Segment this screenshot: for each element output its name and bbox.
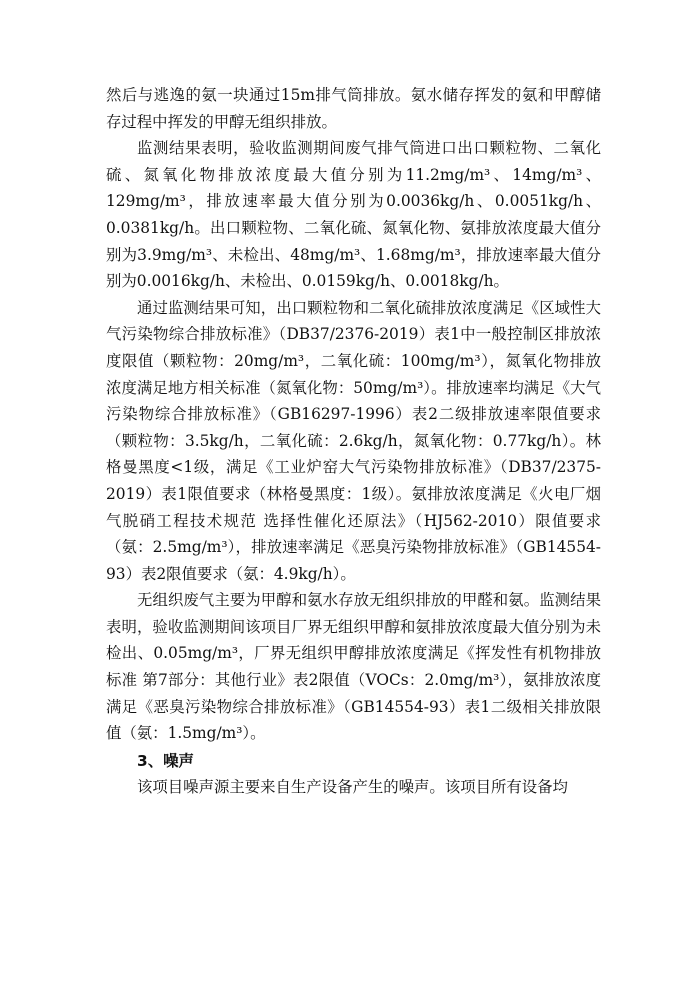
- paragraph-noise: 该项目噪声源主要来自生产设备产生的噪声。该项目所有设备均: [137, 778, 568, 797]
- document-body: [106, 82, 601, 801]
- paragraph-fugitive-emissions: 无组织废气主要为甲醇和氨水存放无组织排放的甲醛和氨。监测结果表明，验收监测期间该项目厂界无组织甲醇和氨排放浓度最大值分别为未检出、0.05mg/m³，厂界无组织甲醇排放浓度满足《挥发性有机物排放标准 第7部分：其他行业》表2限值（VOCs：2.0mg/m³），氨排放浓度满足《恶臭污染物综合排放标准》（GB14554-93）表1二级相关排放限值（氨：1.5mg/m³）。: [106, 591, 601, 743]
- paragraph-continuation: 然后与逃逸的氨一块通过15m排气筒排放。氨水储存挥发的氨和甲醇储存过程中挥发的甲醇无组织排放。: [106, 86, 601, 131]
- paragraph-monitoring-results: 监测结果表明，验收监测期间废气排气筒进口出口颗粒物、二氧化硫、氮氧化物排放浓度最大值分别为11.2mg/m³、14mg/m³、129mg/m³，排放速率最大值分别为0.0036kg/h、0.0051kg/h、0.0381kg/h。出口颗粒物、二氧化硫、氮氧化物、氨排放浓度最大值分别为3.9mg/m³、未检出、48mg/m³、1.68mg/m³，排放速率最大值分别为0.0016kg/h、未检出、0.0159kg/h、0.0018kg/h。: [106, 139, 601, 291]
- section-heading-noise: 3、噪声: [137, 751, 194, 770]
- paragraph-standards-compliance: 通过监测结果可知，出口颗粒物和二氧化硫排放浓度满足《区域性大气污染物综合排放标准》（DB37/2376-2019）表1中一般控制区排放浓度限值（颗粒物：20mg/m³，二氧化硫：100mg/m³），氮氧化物排放浓度满足地方相关标准（氮氧化物：50mg/m³）。排放速率均满足《大气污染物综合排放标准》（GB16297-1996）表2二级排放速率限值要求（颗粒物：3.5kg/h，二氧化硫：2.6kg/h，氮氧化物：0.77kg/h）。林格曼黑度<1级，满足《工业炉窑大气污染物排放标准》（DB37/2375-2019）表1限值要求（林格曼黑度：1级）。氨排放浓度满足《火电厂烟气脱硝工程技术规范 选择性催化还原法》（HJ562-2010）限值要求（氨：2.5mg/m³），排放速率满足《恶臭污染物排放标准》（GB14554-93）表2限值要求（氨：4.9kg/h）。: [106, 298, 601, 583]
